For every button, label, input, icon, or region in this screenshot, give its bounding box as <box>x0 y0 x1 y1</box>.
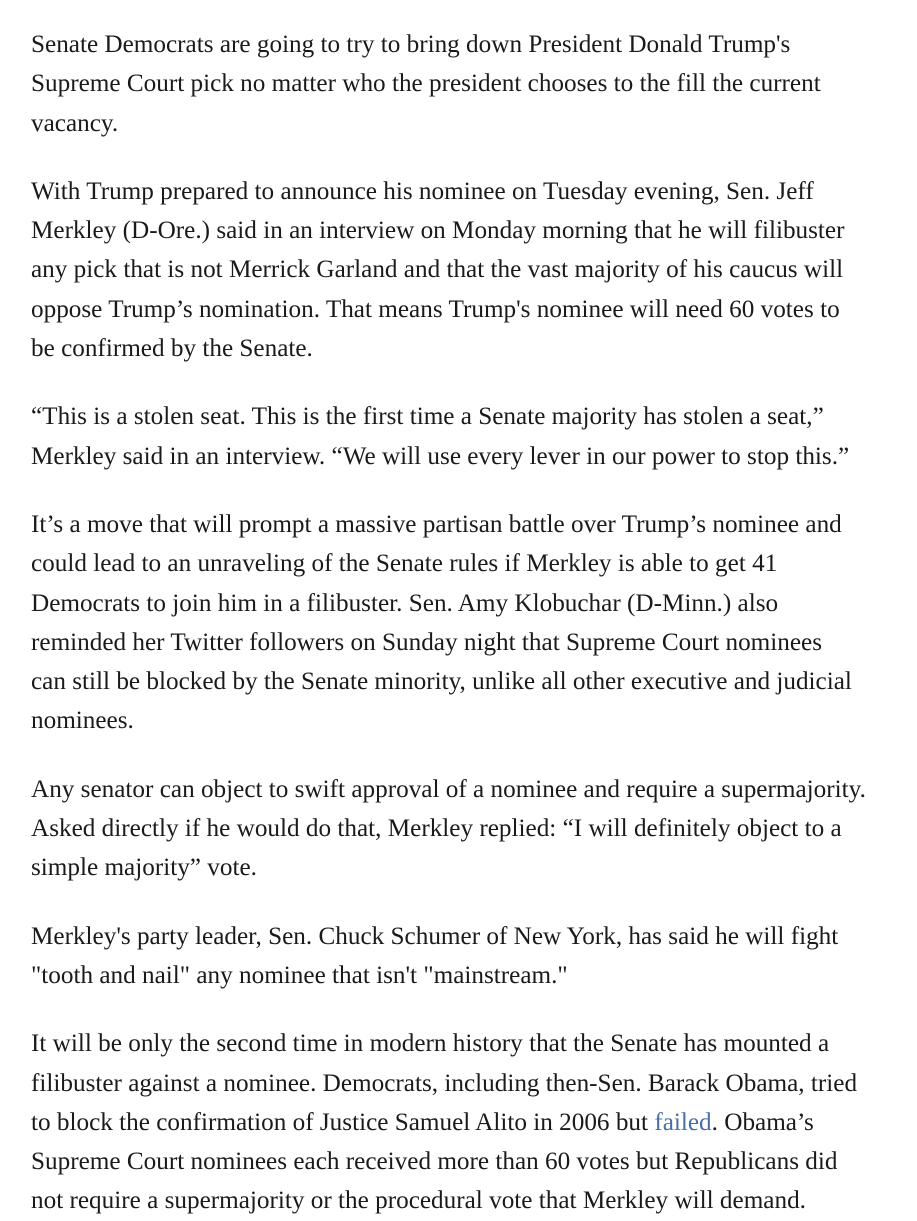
paragraph-1 <box>31 25 911 143</box>
paragraph-2 <box>31 172 911 368</box>
text-line: reminded her Twitter followers on Sunday night that Supreme Court nominees <box>31 628 823 656</box>
text-line: oppose Trump’s nomination. That means Trump's nominee will need 60 votes to <box>31 295 840 323</box>
text-line: Senate Democrats are going to try to bring down President Donald Trump's <box>31 31 791 58</box>
paragraph-6 <box>31 917 911 996</box>
text-line: be confirmed by the Senate. <box>31 335 313 363</box>
text-line: It will be only the second time in modern history that the Senate has mounted a <box>31 1030 830 1058</box>
text-line: Merkley (D-Ore.) said in an interview on Monday morning that he will filibuster <box>31 217 845 245</box>
text-line: Merkley said in an interview. “We will use every lever in our power to stop this.” <box>31 442 850 470</box>
text-after-link: . Obama’s <box>711 1108 814 1136</box>
text-line: Supreme Court pick no matter who the president chooses to the fill the current <box>31 70 821 98</box>
text-line: any pick that is not Merrick Garland and that the vast majority of his caucus will <box>31 256 844 284</box>
paragraph-3 <box>31 397 911 476</box>
text-line: can still be blocked by the Senate minority, unlike all other executive and judicial <box>31 668 852 696</box>
text-line: Democrats to join him in a filibuster. Sen. Amy Klobuchar (D-Minn.) also <box>31 589 779 617</box>
text-line-with-link <box>31 1103 911 1142</box>
paragraph-4 <box>31 505 911 741</box>
text-before-link: to block the confirmation of Justice Samuel Alito in 2006 but <box>31 1108 655 1136</box>
text-line: not require a supermajority or the procedural vote that Merkley will demand. <box>31 1187 806 1215</box>
text-line: vacancy. <box>31 109 119 137</box>
text-line: nominees. <box>31 707 134 735</box>
text-line: simple majority” vote. <box>31 854 257 882</box>
text-line: Merkley's party leader, Sen. Chuck Schumer of New York, has said he will fight <box>31 922 839 950</box>
paragraph-7 <box>31 1024 911 1220</box>
text-line: “This is a stolen seat. This is the first time a Senate majority has stolen a seat,” <box>31 403 824 431</box>
text-line: could lead to an unraveling of the Senate rules if Merkley is able to get 41 <box>31 550 778 578</box>
text-line: filibuster against a nominee. Democrats, including then-Sen. Barack Obama, tried <box>31 1069 858 1097</box>
text-line: Supreme Court nominees each received more than 60 votes but Republicans did <box>31 1148 838 1176</box>
text-line: "tooth and nail" any nominee that isn't "mainstream." <box>31 961 568 989</box>
text-line: It’s a move that will prompt a massive partisan battle over Trump’s nominee and <box>31 510 842 538</box>
paragraph-5 <box>31 770 911 888</box>
text-line: With Trump prepared to announce his nominee on Tuesday evening, Sen. Jeff <box>31 177 814 205</box>
text-line: Asked directly if he would do that, Merkley replied: “I will definitely object to a <box>31 815 842 843</box>
text-line: Any senator can object to swift approval of a nominee and require a supermajority. <box>31 775 866 803</box>
failed-link[interactable]: failed <box>654 1108 712 1136</box>
